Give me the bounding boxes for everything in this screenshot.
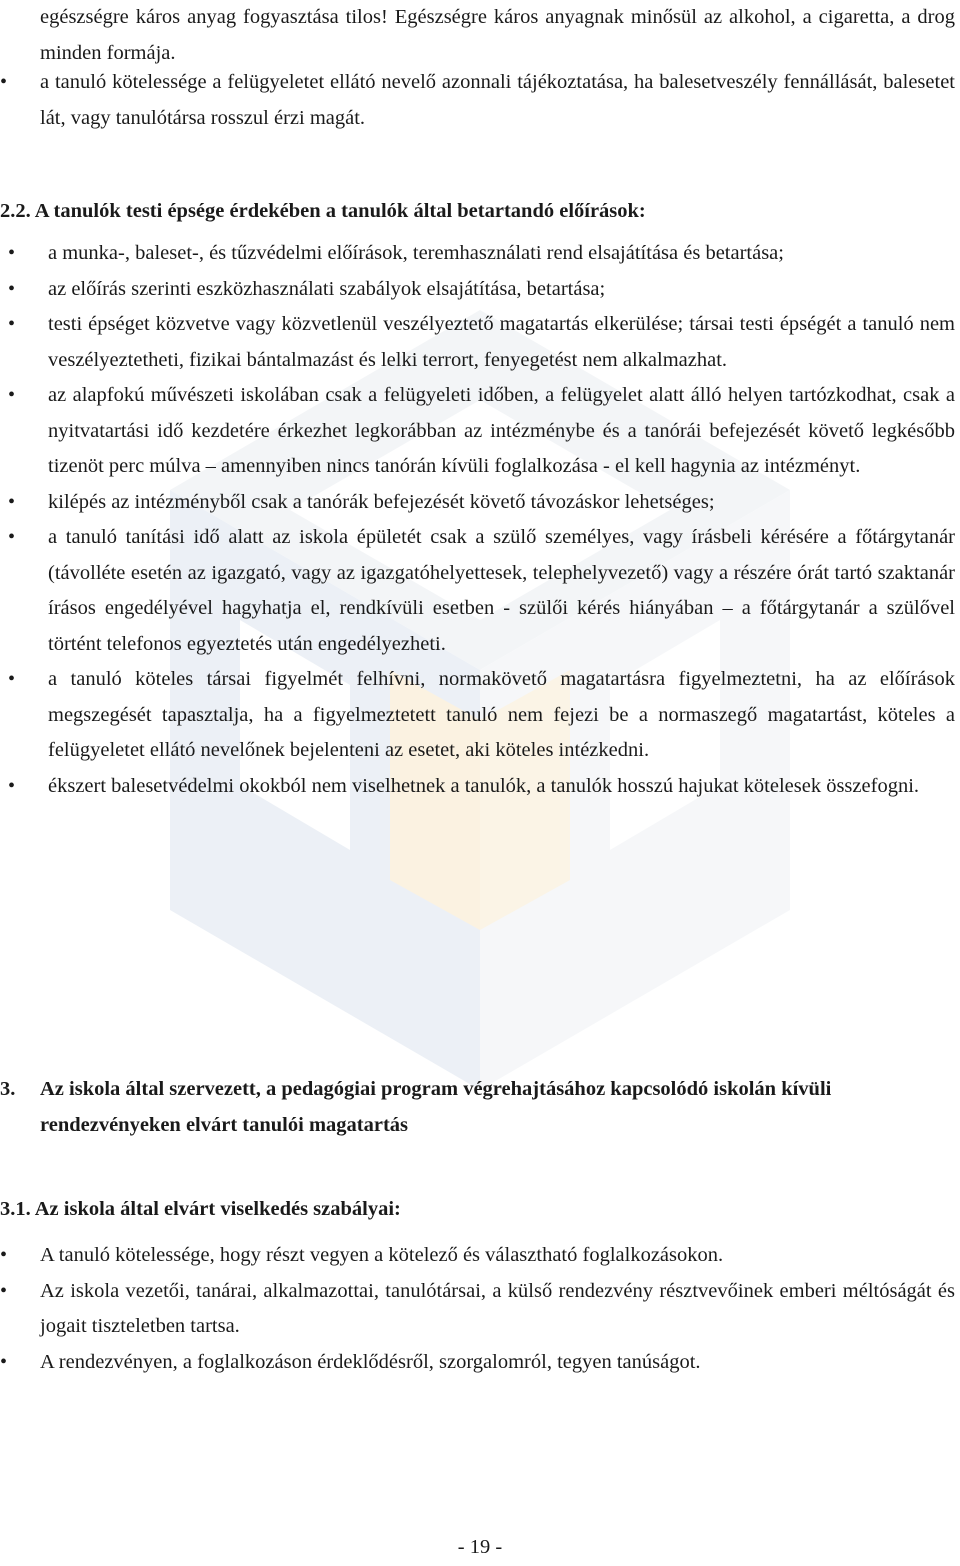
top-bullet-list [0,65,955,136]
list-item: • ékszert balesetvédelmi okokból nem viselhetnek a tanulók, a tanulók hosszú hajukat kötelesek összefogni. [8,769,955,805]
list-item: • A tanuló kötelessége, hogy részt vegyen a kötelező és választható foglalkozásokon. [0,1238,955,1274]
section-2-2-list [8,236,955,804]
list-item: • a tanuló köteles társai figyelmét felhívni, normakövető magatartásra figyelmeztetni, ha az előírások megszegését tapasztalja, ha a figyelmeztetett tanuló nem fejezi be a normaszegő magatartást, köteles a felügyeletet ellátó nevelőnek bejelenteni az esetet, aki köteles intézkedni. [8,662,955,769]
list-item: • az előírás szerinti eszközhasználati szabályok elsajátítása, betartása; [8,272,955,308]
section-3-1-list [0,1238,955,1380]
page-number: - 19 - [457,1536,503,1558]
list-item: • kilépés az intézményből csak a tanórák befejezését követő távozáskor lehetséges; [8,485,955,521]
section-title: Az iskola által szervezett, a pedagógiai program végrehajtásához kapcsolódó iskolán kívüli rendezvényeken elvárt tanulói magatartás [40,1078,832,1136]
list-item: • a tanuló tanítási idő alatt az iskola épületét csak a szülő személyes, vagy írásbeli kérésére a főtárgytanár (távolléte esetén az igazgató, vagy az igazgatóhelyettesek, telephelyvezető) vagy a részére órát tartó szaktanár írásos engedélyével hagyhatja el, rendkívüli esetben - szülői kérés hiányában – a főtárgytanár a szülővel történt telefonos egyeztetés után engedélyezheti. [8,520,955,662]
list-item: • a munka-, baleset-, és tűzvédelmi előírások, teremhasználati rend elsajátítása és betartása; [8,236,955,272]
section-3-heading [0,1072,915,1143]
list-item: • az alapfokú művészeti iskolában csak a felügyeleti időben, a felügyelet alatt álló helyen tartózkodhat, csak a nyitvatartási idő kezdetére érkezhet legkorábban az intézménybe és a tanórái befejezését követő legkésőbb tizenöt perc múlva – amennyiben nincs tanórán kívüli foglalkozása - el kell hagynia az intézményt. [8,378,955,485]
list-item: • testi épséget közvetve vagy közvetlenül veszélyeztető magatartás elkerülése; társai testi épségét a tanuló nem veszélyeztetheti, fizikai bántalmazást és lelki terrort, fenyegetést nem alkalmazhat. [8,307,955,378]
section-2-2-heading: 2.2. A tanulók testi épsége érdekében a tanulók által betartandó előírások: [0,200,646,222]
section-number: 3. [0,1078,16,1100]
list-item: • A rendezvényen, a foglalkozáson érdeklődésről, szorgalomról, tegyen tanúságot. [0,1345,955,1381]
continuation-paragraph: egészségre káros anyag fogyasztása tilos! Egészségre káros anyagnak minősül az alkohol, a cigaretta, a drog minden formája. [40,6,955,64]
list-item: • Az iskola vezetői, tanárai, alkalmazottai, tanulótársai, a külső rendezvény résztvevőinek emberi méltóságát és jogait tiszteletben tartsa. [0,1274,955,1345]
section-3-1-heading: 3.1. Az iskola által elvárt viselkedés szabályai: [0,1198,401,1220]
list-item: • a tanuló kötelessége a felügyeletet ellátó nevelő azonnali tájékoztatása, ha balesetveszély fennállását, balesetet lát, vagy tanulótársa rosszul érzi magát. [0,65,955,136]
